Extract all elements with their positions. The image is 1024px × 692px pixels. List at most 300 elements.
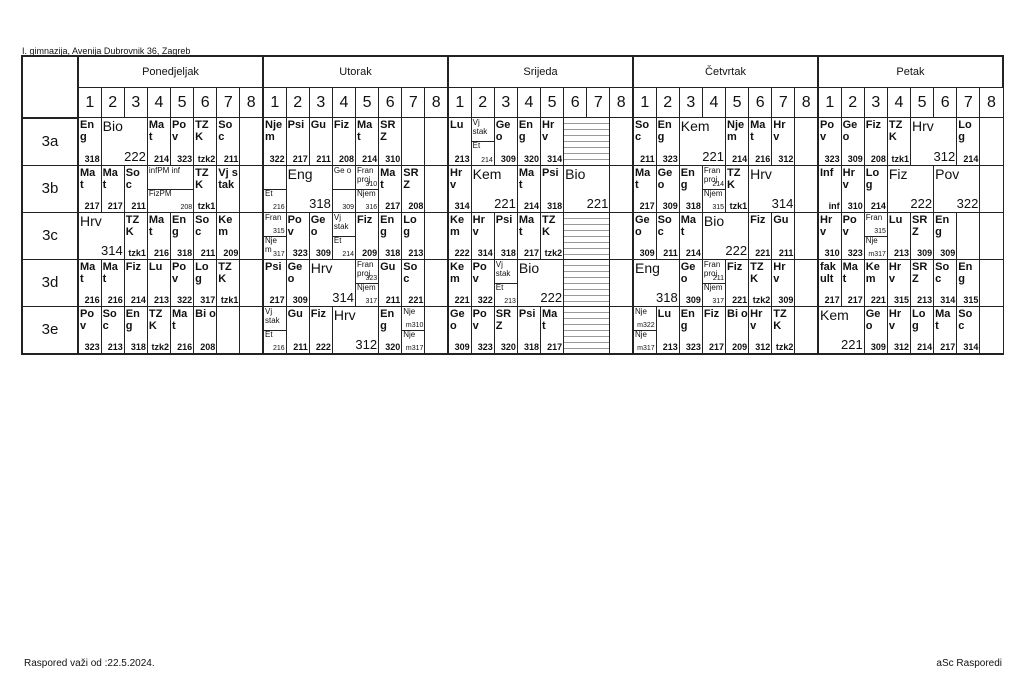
subject-code: So c xyxy=(935,260,950,285)
period-number: 6 xyxy=(564,88,587,118)
lesson-cell xyxy=(217,165,240,212)
subject-code: Ma t xyxy=(935,307,951,332)
subject-code: TZ K xyxy=(750,260,764,285)
lesson-cell xyxy=(309,212,332,259)
room-number: 310 xyxy=(847,200,863,211)
lesson-cell xyxy=(610,259,633,306)
lesson-cell xyxy=(402,212,425,259)
room-number: tzk2 xyxy=(151,341,169,352)
lesson-cell xyxy=(309,118,332,166)
subject-code: So c xyxy=(125,166,140,191)
lesson-cell xyxy=(78,118,101,166)
room-number: 323 xyxy=(177,153,193,164)
subject-code: Bio xyxy=(518,259,540,276)
room-number: 216 xyxy=(177,341,193,352)
lesson-cell xyxy=(425,118,448,166)
lesson-cell xyxy=(217,306,240,354)
room-number: 315 xyxy=(712,203,724,211)
lesson-cell xyxy=(471,306,494,354)
split-group: Ge o xyxy=(333,166,355,190)
elective-group-stack xyxy=(564,260,609,306)
elective-line xyxy=(564,302,609,307)
subject-code: Vj stak xyxy=(218,166,238,191)
subject-code: So c xyxy=(958,307,973,332)
lesson-cell xyxy=(448,118,471,166)
lesson-cell xyxy=(425,259,448,306)
lesson-cell xyxy=(379,165,402,212)
room-number: 222 xyxy=(725,242,748,258)
subject-code: Ge o xyxy=(635,213,650,238)
subject-code: Kem xyxy=(820,306,849,323)
room-number: 216 xyxy=(755,153,771,164)
room-number: 322 xyxy=(477,294,493,305)
lesson-cell xyxy=(448,259,471,306)
lesson-cell xyxy=(263,306,286,354)
period-number: 5 xyxy=(356,88,379,118)
lesson-cell xyxy=(749,306,772,354)
room-number: 310 xyxy=(365,180,378,188)
room-number: 318 xyxy=(84,153,100,164)
room-number: 211 xyxy=(778,247,794,258)
lesson-cell xyxy=(541,212,564,259)
subject-code: SR Z xyxy=(912,213,928,238)
lesson-cell xyxy=(564,118,610,166)
split-group: Nje m322 xyxy=(635,306,655,329)
subject-code: Po v xyxy=(172,260,187,285)
room-number: 312 xyxy=(755,341,771,352)
split-group xyxy=(333,189,355,212)
lesson-cell xyxy=(564,259,610,306)
subject-code: Ge o xyxy=(865,307,881,332)
period-number: 4 xyxy=(887,88,910,118)
split-group: Njem 315 xyxy=(703,188,724,211)
lesson-cell xyxy=(171,212,194,259)
lesson-cell xyxy=(517,259,563,306)
subject-code: Po v xyxy=(80,307,95,332)
lesson-cell xyxy=(101,306,124,354)
lesson-cell xyxy=(356,259,379,306)
room-number: 323 xyxy=(365,274,378,282)
subject-code: Lo g xyxy=(195,260,209,285)
room-number: 318 xyxy=(685,200,701,211)
period-number: 2 xyxy=(286,88,309,118)
subject-code: TZ K xyxy=(195,119,209,143)
split-group: Fran 315 xyxy=(865,212,886,235)
subject-code: En g xyxy=(518,119,533,143)
subject-code: Fiz xyxy=(888,165,908,182)
room-number: 309 xyxy=(500,153,516,164)
lesson-cell xyxy=(656,306,679,354)
lesson-cell xyxy=(286,165,332,212)
subject-code: So c xyxy=(102,307,117,332)
lesson-cell xyxy=(679,212,702,259)
lesson-cell xyxy=(818,118,841,166)
lesson-cell xyxy=(101,259,124,306)
room-number: 316 xyxy=(365,203,378,211)
lesson-cell xyxy=(517,212,540,259)
room-number: 217 xyxy=(107,200,123,211)
room-number: 217 xyxy=(708,341,724,352)
room-number: 221 xyxy=(408,294,424,305)
period-number: 6 xyxy=(194,88,217,118)
elective-group-stack xyxy=(564,118,609,165)
lesson-cell xyxy=(124,212,147,259)
subject-code: SR Z xyxy=(403,166,419,191)
room-number: 217 xyxy=(84,200,100,211)
room-number: 214 xyxy=(870,200,886,211)
subject-code: Bi o xyxy=(195,307,216,320)
lesson-cell xyxy=(171,118,194,166)
room-number: 221 xyxy=(586,195,609,211)
subject-code: fak ult xyxy=(820,260,836,285)
period-number: 3 xyxy=(124,88,147,118)
room-number: 216 xyxy=(107,294,123,305)
split-group: Vj stak xyxy=(333,213,355,237)
room-number: 222 xyxy=(910,195,933,211)
lesson-cell xyxy=(263,212,286,259)
lesson-cell xyxy=(957,259,980,306)
lesson-cell xyxy=(887,165,933,212)
room-number: 211 xyxy=(223,153,239,164)
subject-code: TZ K xyxy=(218,260,232,285)
room-number: 314 xyxy=(477,247,493,258)
lesson-cell xyxy=(610,212,633,259)
lesson-cell xyxy=(656,165,679,212)
subject-code: Bio xyxy=(565,165,586,182)
lesson-cell xyxy=(517,118,540,166)
period-number: 5 xyxy=(911,88,934,118)
subject-code: Ma t xyxy=(148,213,165,238)
subject-code: Ma t xyxy=(80,166,96,191)
lesson-cell xyxy=(772,212,795,259)
subject-code: Ge o xyxy=(450,307,465,332)
period-number: 1 xyxy=(448,88,471,118)
period-number: 2 xyxy=(471,88,494,118)
timetable xyxy=(21,55,1004,355)
room-number: 323 xyxy=(662,153,678,164)
room-number: 214 xyxy=(481,156,493,164)
split-group: Fran proj 214 xyxy=(703,165,724,188)
subject-code: Ma t xyxy=(542,307,558,332)
subject-code: Ge o xyxy=(287,260,303,285)
room-number: 312 xyxy=(355,336,378,352)
subject-code: Kem xyxy=(680,118,710,134)
room-number: 214 xyxy=(153,153,169,164)
lesson-cell xyxy=(633,259,679,306)
lesson-cell xyxy=(147,212,170,259)
split-group: Fran proj 323 xyxy=(357,259,378,282)
room-number: 314 xyxy=(454,200,470,211)
subject-code: Hr v xyxy=(888,260,902,285)
lesson-cell xyxy=(263,259,286,306)
lesson-cell xyxy=(934,212,957,259)
room-number: m317 xyxy=(637,344,655,352)
lesson-cell xyxy=(240,306,263,354)
subject-code: Ma t xyxy=(635,166,651,191)
period-number: 4 xyxy=(147,88,170,118)
lesson-cell xyxy=(934,165,980,212)
subject-code: Nje m xyxy=(727,119,745,143)
room-number: 323 xyxy=(847,247,863,258)
room-number: 211 xyxy=(316,153,331,164)
room-number: m317 xyxy=(405,344,424,352)
subject-code: Po v xyxy=(172,119,187,143)
lesson-cell xyxy=(240,118,263,166)
period-number: 3 xyxy=(309,88,332,118)
split-group: Njem 317 xyxy=(357,282,378,305)
room-number: 214 xyxy=(917,341,933,352)
class-row xyxy=(22,165,1003,212)
room-number: 309 xyxy=(639,247,655,258)
lesson-cell xyxy=(818,165,841,212)
room-number: 322 xyxy=(177,294,193,305)
lesson-cell xyxy=(679,306,702,354)
lesson-cell xyxy=(286,118,309,166)
room-number: 211 xyxy=(640,153,655,164)
room-number: 217 xyxy=(269,294,285,305)
lesson-cell xyxy=(194,212,217,259)
subject-code: So c xyxy=(657,213,672,238)
lesson-cell xyxy=(702,212,748,259)
subject-code: Po v xyxy=(842,213,857,238)
subject-code: Ma t xyxy=(172,307,188,332)
class-row xyxy=(22,118,1003,166)
room-number: 222 xyxy=(454,247,470,258)
subject-code: Lu xyxy=(148,260,163,273)
room-number: 309 xyxy=(847,153,863,164)
day-header: Petak xyxy=(818,56,1003,88)
subject-code: Bio xyxy=(102,118,123,134)
room-number: 211 xyxy=(712,274,724,282)
subject-code: En g xyxy=(380,307,395,332)
lesson-cell xyxy=(124,165,147,212)
class-name: 3d xyxy=(22,259,78,306)
period-number: 5 xyxy=(541,88,564,118)
room-number: 318 xyxy=(177,247,193,258)
room-number: 314 xyxy=(771,195,794,211)
lesson-cell xyxy=(494,118,517,166)
room-number: 208 xyxy=(338,153,354,164)
subject-code: Psi xyxy=(542,166,559,179)
subject-code: Hrv xyxy=(333,306,356,323)
class-name: 3e xyxy=(22,306,78,354)
lesson-cell xyxy=(309,306,332,354)
lesson-cell xyxy=(494,259,517,306)
lesson-cell xyxy=(841,118,864,166)
subject-code: Hr v xyxy=(820,213,833,238)
lesson-cell xyxy=(240,212,263,259)
lesson-cell xyxy=(911,118,957,166)
room-number: 221 xyxy=(841,336,863,352)
lesson-cell xyxy=(541,306,564,354)
subject-code: En g xyxy=(125,307,140,332)
lesson-cell xyxy=(194,306,217,354)
room-number: 211 xyxy=(131,200,146,211)
subject-code: En g xyxy=(680,166,695,191)
period-number: 8 xyxy=(425,88,448,118)
lesson-cell xyxy=(610,165,633,212)
room-number: 309 xyxy=(870,341,886,352)
class-row xyxy=(22,212,1003,259)
period-number: 2 xyxy=(841,88,864,118)
lesson-cell xyxy=(147,306,170,354)
room-number: 309 xyxy=(778,294,794,305)
lesson-cell xyxy=(517,306,540,354)
subject-code: Ma t xyxy=(148,119,165,143)
lesson-cell xyxy=(633,306,656,354)
room-number: 211 xyxy=(385,294,401,305)
lesson-cell xyxy=(864,259,887,306)
room-number: 208 xyxy=(200,341,216,352)
lesson-cell xyxy=(448,165,471,212)
subject-code: Gu xyxy=(380,260,396,273)
subject-code: Ge o xyxy=(657,166,673,191)
subject-code: Ke m xyxy=(865,260,880,285)
subject-code: So c xyxy=(635,119,650,143)
lesson-cell xyxy=(263,118,286,166)
room-number: 217 xyxy=(639,200,655,211)
subject-code: Po v xyxy=(472,307,487,332)
period-number: 1 xyxy=(78,88,101,118)
valid-from-note: Raspored važi od :22.5.2024. xyxy=(24,658,155,669)
lesson-cell xyxy=(795,306,818,354)
subject-code: Hr v xyxy=(450,166,463,191)
lesson-cell xyxy=(217,259,240,306)
lesson-cell xyxy=(841,259,864,306)
subject-code: Hr v xyxy=(888,307,902,332)
split-group: Fran 315 xyxy=(265,212,285,235)
subject-code: So c xyxy=(195,213,210,238)
lesson-cell xyxy=(564,306,610,354)
lesson-cell xyxy=(517,165,540,212)
room-number: 217 xyxy=(385,200,401,211)
room-number: 314 xyxy=(332,289,354,305)
room-number: 222 xyxy=(315,341,331,352)
subject-code: En g xyxy=(935,213,950,238)
room-number: 211 xyxy=(663,247,678,258)
lesson-cell xyxy=(633,118,656,166)
software-credit: aSc Rasporedi xyxy=(936,658,1002,669)
lesson-cell xyxy=(356,212,379,259)
lesson-cell xyxy=(78,165,101,212)
subject-code: Psi xyxy=(518,307,536,320)
subject-code: So c xyxy=(218,119,233,143)
subject-code: Fiz xyxy=(333,119,350,131)
room-number: 318 xyxy=(500,247,516,258)
day-header: Ponedjeljak xyxy=(78,56,263,88)
room-number: 209 xyxy=(732,341,748,352)
day-header: Četvrtak xyxy=(633,56,818,88)
subject-code: TZ K xyxy=(125,213,140,238)
room-number: 310 xyxy=(385,153,401,164)
period-number: 5 xyxy=(171,88,194,118)
lesson-cell xyxy=(633,165,656,212)
room-number: 323 xyxy=(292,247,308,258)
room-number: tzk2 xyxy=(197,153,216,164)
room-number: 322 xyxy=(269,153,285,164)
room-number: 323 xyxy=(685,341,701,352)
lesson-cell xyxy=(286,259,309,306)
subject-code: Fiz xyxy=(310,307,327,320)
room-number: 317 xyxy=(272,250,285,258)
lesson-cell xyxy=(934,306,957,354)
lesson-cell xyxy=(795,118,818,166)
room-number: 318 xyxy=(523,341,539,352)
split-group: Et 216 xyxy=(265,329,285,352)
period-number: 1 xyxy=(633,88,656,118)
lesson-cell xyxy=(101,165,124,212)
room-number: 309 xyxy=(940,247,956,258)
subject-code: Ke m xyxy=(218,213,233,238)
subject-code: Psi xyxy=(287,119,305,131)
lesson-cell xyxy=(171,259,194,306)
subject-code: Ma t xyxy=(357,119,373,143)
room-number: 309 xyxy=(292,294,308,305)
subject-code: SR Z xyxy=(495,307,512,332)
subject-code: Gu xyxy=(287,307,303,320)
school-header: I. gimnazija, Avenija Dubrovnik 36, Zagreb xyxy=(22,46,191,56)
subject-code: Fiz xyxy=(125,260,142,273)
room-number: 315 xyxy=(963,294,979,305)
lesson-cell xyxy=(726,165,749,212)
room-number: 221 xyxy=(732,294,748,305)
lesson-cell xyxy=(610,306,633,354)
lesson-cell xyxy=(286,306,309,354)
period-number: 1 xyxy=(818,88,841,118)
subject-code: En g xyxy=(380,213,395,238)
subject-code: TZ K xyxy=(773,307,787,332)
room-number: 213 xyxy=(504,297,516,305)
period-number: 1 xyxy=(263,88,286,118)
subject-code: Bio xyxy=(703,212,725,229)
split-group: Njem 317 xyxy=(703,282,724,305)
subject-code: En g xyxy=(680,307,695,332)
lesson-cell xyxy=(887,212,910,259)
room-number: tzk1 xyxy=(197,200,216,211)
elective-line xyxy=(564,349,609,354)
subject-code: Inf xyxy=(820,166,834,179)
subject-code: Hr v xyxy=(773,260,786,285)
lesson-cell xyxy=(980,165,1003,212)
room-number: 312 xyxy=(778,153,794,164)
room-number: tzk1 xyxy=(729,200,748,211)
lesson-cell xyxy=(864,306,887,354)
lesson-cell xyxy=(194,165,217,212)
subject-code: Hrv xyxy=(912,118,934,134)
lesson-cell xyxy=(78,306,101,354)
lesson-cell xyxy=(887,259,910,306)
room-number: 214 xyxy=(362,153,378,164)
subject-code: Gu xyxy=(310,119,327,131)
subject-code: Nje m xyxy=(265,119,283,143)
lesson-cell xyxy=(795,259,818,306)
lesson-cell xyxy=(772,118,795,166)
room-number: 214 xyxy=(523,200,539,211)
room-number: 310 xyxy=(824,247,840,258)
room-number: 213 xyxy=(408,247,424,258)
room-number: 315 xyxy=(874,227,886,235)
lesson-cell xyxy=(702,165,725,212)
room-number: m310 xyxy=(405,321,424,329)
period-number: 2 xyxy=(656,88,679,118)
lesson-cell xyxy=(425,165,448,212)
lesson-cell xyxy=(980,212,1003,259)
subject-code: Fiz xyxy=(727,260,743,273)
lesson-cell xyxy=(679,165,702,212)
subject-code: Ke m xyxy=(450,213,465,238)
lesson-cell xyxy=(286,212,309,259)
room-number: 318 xyxy=(309,195,331,211)
